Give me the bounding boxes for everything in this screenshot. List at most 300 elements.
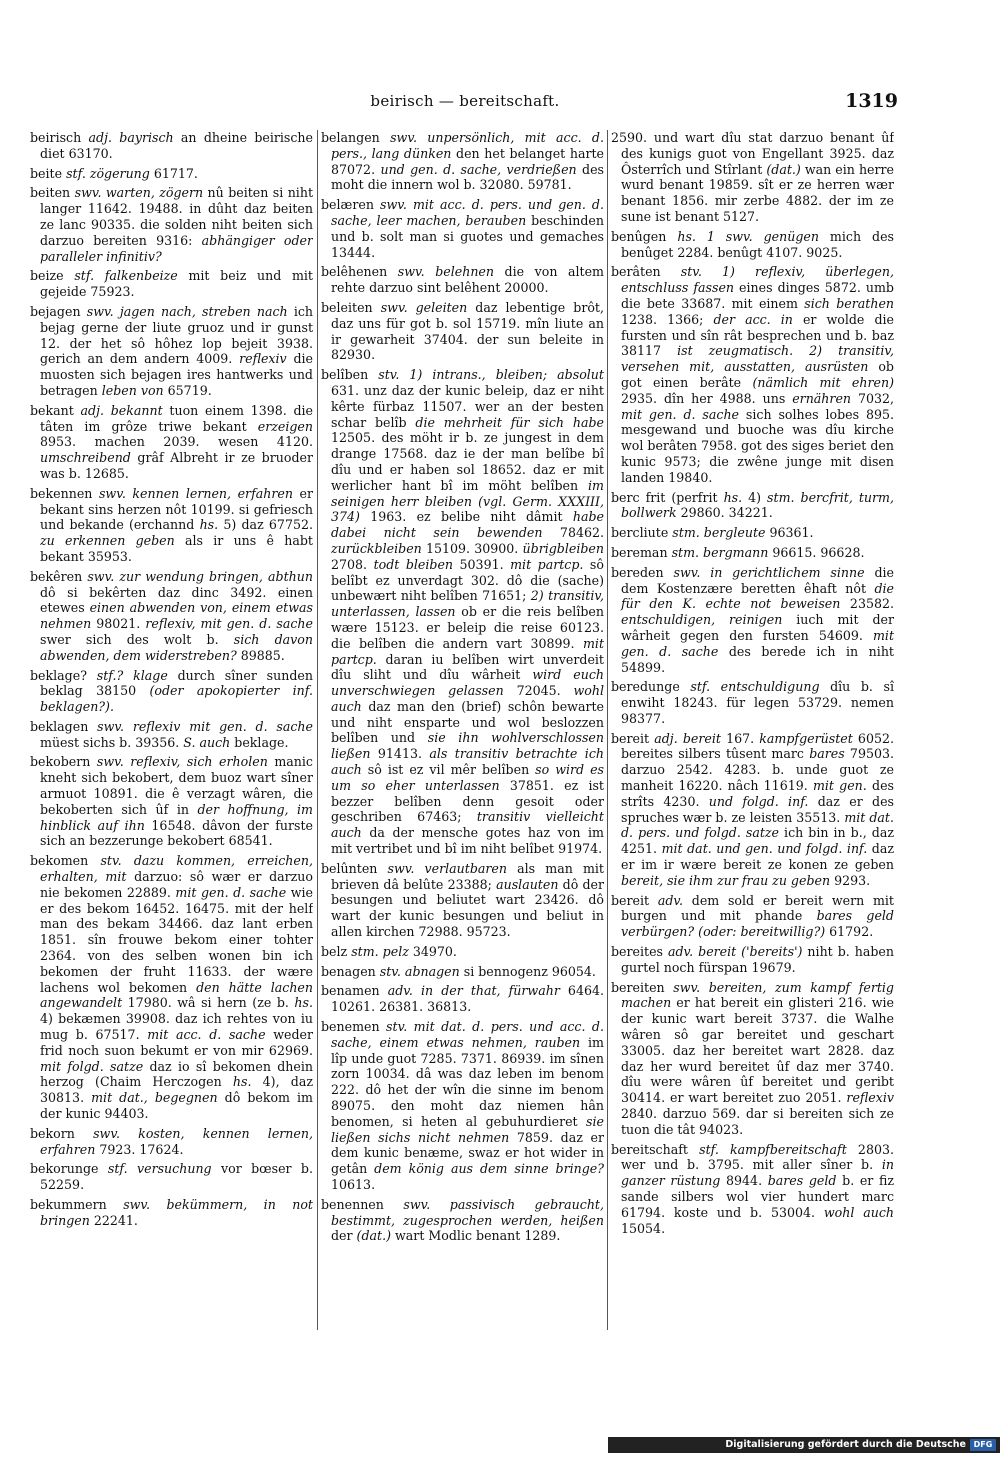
entry-gloss-italic: bares geld <box>767 1173 837 1189</box>
dictionary-entry <box>611 980 894 1138</box>
entry-text: wie er des bekom 16452. 16475. mit der helf man des bekam 34466. daz lant erben 1851. sîn frouwe bekom einer tohter 2364. von des selben wonen bin ich bekomen der fruht 11633. der wære lachens wol bekomen <box>40 884 313 995</box>
dictionary-entry <box>30 166 313 182</box>
entry-text: 96361. <box>765 525 814 541</box>
dictionary-entry <box>30 130 313 162</box>
dictionary-entry <box>611 679 894 726</box>
dictionary-entry <box>30 304 313 399</box>
entry-headword: belz <box>321 943 348 959</box>
entry-text: 8944. <box>720 1173 768 1189</box>
entry-headword: bekorunge <box>30 1161 99 1177</box>
entry-headword: belæren <box>321 197 374 213</box>
entry-gloss-italic: swv. bereiten, zum kampf fertig machen <box>621 979 894 1011</box>
entry-gloss-italic: hs. 1 swv. genügen <box>677 228 819 244</box>
entry-text: dîu b. sî enwiht 18243. für legen 53729. nemen 98377. <box>621 679 894 726</box>
entry-text: 37851. ez ist bezzer belîben denn gesoit oder geschriben 67463; <box>331 777 604 825</box>
entry-text <box>74 403 81 418</box>
entry-headword: beklage? <box>30 667 87 683</box>
entry-text <box>88 853 100 868</box>
entry-text: b. er fiz sande silbers wol vier hundert marc 61794. koste und b. 53004. <box>621 1173 894 1220</box>
column-divider <box>317 130 318 1330</box>
entry-text <box>373 300 381 315</box>
entry-text <box>88 719 97 734</box>
entry-headword: beleiten <box>321 299 373 315</box>
entry-text <box>87 668 97 683</box>
entry-text: 6464. 10261. 26381. 36813. <box>331 983 604 1015</box>
entry-gloss-italic: transitiv vielleicht auch <box>331 809 604 841</box>
dictionary-entry <box>30 853 313 1122</box>
entry-gloss-italic: adj. bereit <box>654 730 721 746</box>
entry-gloss-italic: mit gen. <box>812 778 867 794</box>
entry-gloss-italic: in ganzer rüstung <box>621 1157 894 1189</box>
dfg-logo: DFG <box>970 1439 996 1451</box>
entry-text: ich bin in b., daz 4251. <box>621 825 894 857</box>
entry-headword: berc frit <box>611 489 666 505</box>
entry-text: sich solhes lobes 895. mesgewand und buoche was dîu kirche wol berâten 7958. got des siges beriet den kunic 9573; die zwêne junge mit disen landen 19840. <box>621 406 894 485</box>
entry-text: ob er die reis belîben wære 15123. er beleip die reise 60123. die belîben die andern vart 30899. <box>331 604 604 651</box>
entry-text: 78462. <box>542 525 604 541</box>
entry-headword: berâten <box>611 264 661 280</box>
entry-text <box>64 268 75 283</box>
entry-text: 6052. bereites silbers tûsent marc <box>621 730 894 762</box>
entry-gloss-italic: todt bleiben <box>373 556 454 572</box>
page-header <box>32 92 898 116</box>
entry-text <box>387 264 398 279</box>
dictionary-entry <box>321 367 604 857</box>
entry-gloss-italic: der acc. in <box>713 311 793 327</box>
entry-headword: bekêren <box>30 568 83 584</box>
entry-text: 98021. <box>91 616 146 632</box>
entry-gloss-italic: stv. mit dat. d. pers. und acc. d. sache, einem etwas nehmen, rauben <box>331 1019 604 1050</box>
entry-text: darzuo: sô wær er darzuo nie bekomen 22889. <box>40 869 313 900</box>
entry-gloss-italic: mit partcp. <box>510 556 584 572</box>
entry-gloss-italic: zurückbleiben <box>331 540 422 556</box>
entry-text: manic kneht sich bekobert, dem buoz wart sîner armuot 10891. die ê verzagt wâren, die bekoberten sich ûf in <box>40 754 313 817</box>
dictionary-entry <box>30 1161 313 1193</box>
entry-headword: bercliute <box>611 525 669 541</box>
dictionary-entry <box>30 569 313 664</box>
dictionary-entry <box>321 1197 604 1244</box>
entry-text: 65719. <box>163 382 212 398</box>
entry-text: 61717. <box>149 165 198 181</box>
entry-gloss-italic: swv. verlautbaren <box>387 860 507 876</box>
entry-gloss-italic: adv. in der that, fürwahr <box>387 983 560 999</box>
entry-gloss-italic: adj. bekannt <box>80 402 163 418</box>
entry-text: 34970. <box>408 943 457 959</box>
entry-gloss-italic: mit dat. und gen. und folgd. inf. <box>661 841 868 857</box>
entry-text <box>666 229 677 244</box>
entry-text: sô ist ez vil mêr belîben <box>361 762 536 778</box>
entry-text: daran iu belîben wirt unverdeit dîu sliht und dîu wârheit <box>331 651 604 683</box>
entry-headword: bereiten <box>611 979 665 995</box>
dictionary-entry <box>30 486 313 565</box>
entry-gloss-italic: swv. passivisch gebraucht, bestimmt, zugesprochen werden, heißen <box>331 1196 604 1228</box>
entry-gloss-italic: ernähren <box>792 390 852 406</box>
entry-text: 72045. <box>503 683 574 699</box>
entry-gloss-italic: als transitiv betrachte ich auch <box>331 746 604 778</box>
entry-gloss-italic: swv. warten, zögern <box>74 185 204 201</box>
entry-gloss-italic: (oder apokopierter inf. beklagen?). <box>40 683 313 715</box>
entry-gloss-italic: swv. geleiten <box>380 299 468 315</box>
dictionary-entry <box>321 264 604 296</box>
entry-headword: beize <box>30 268 64 284</box>
entry-headword: beirisch <box>30 130 82 145</box>
entry-text: 7923. 17624. <box>95 1141 184 1157</box>
entry-text: 4) bekæmen 39908. daz ich rehtes von iu mug b. 67517. <box>40 1011 313 1043</box>
dictionary-entry <box>611 490 894 522</box>
entry-gloss-italic: wohl auch <box>823 1204 894 1220</box>
entry-text: 15109. 30900. <box>421 540 523 556</box>
dictionary-entry <box>30 754 313 849</box>
entry-gloss-italic: 2) transitiv, unterlassen, lassen <box>331 588 604 620</box>
entry-gloss-italic: mit partcp. <box>331 635 604 667</box>
entry-text: 23582. <box>840 596 894 612</box>
entry-text: 5) daz 67752. <box>218 517 313 533</box>
entry-headword: bekennen <box>30 485 93 501</box>
entry-headword: belîben <box>321 367 369 383</box>
entry-text: iuch mit der wârheit gegen den fursten 54609. <box>621 612 894 643</box>
entry-headword: bereman <box>611 544 668 560</box>
entry-text: er bekant sins herzen nôt 10199. si gefriesch und bekande (erchannd <box>40 485 313 533</box>
entry-text: beschinden und b. solt man si guotes und gemaches 13444. <box>331 212 604 260</box>
entry-gloss-italic: den hätte lachen angewandelt <box>40 979 313 1011</box>
entry-text: des moht die innern wol b. 32080. 59781. <box>331 161 604 193</box>
entry-text <box>99 1161 108 1176</box>
dictionary-entry <box>30 1126 313 1158</box>
entry-text <box>688 1142 699 1157</box>
entry-gloss-italic: sie ließen sichs nicht nehmen <box>331 1113 604 1145</box>
entry-text: grâf Albreht ir ze bruoder was b. 12685. <box>40 450 313 481</box>
entry-headword: benûgen <box>611 228 667 244</box>
entry-text <box>380 983 388 998</box>
entry-gloss-italic: hs. <box>294 995 313 1011</box>
entry-gloss-italic: und gen. d. sache, verdrießen <box>380 161 577 177</box>
entry-text: ich bejag gerne der liute gruoz und ir gunst 12. der het sô hôhez lop bejeit 3938. gerich an dem andern 4009. <box>40 303 313 367</box>
entry-text: des strîts 4230. <box>621 778 894 809</box>
entry-gloss-italic: wohl auch <box>331 683 604 714</box>
dictionary-entry <box>611 893 894 940</box>
entry-gloss-italic: stv. 1) intrans., bleiben; absolut <box>378 367 604 383</box>
entry-text: mit beiz und mit gejeide 75923. <box>40 268 313 300</box>
entry-gloss-italic: habe dabei nicht sein bewenden <box>331 509 604 541</box>
entry-text: daz lebentige brôt, daz uns für got b. sol 15719. mîn liute an ir gewarheit 37404. der sun beleite in 82930. <box>331 299 604 363</box>
entry-text: weder frid noch suon bekumt er von mir 62969. <box>40 1027 313 1058</box>
entry-text: 631. unz daz der kunic beleip, daz er niht kêrte fürbaz 11507. wer an der besten schar belîb <box>331 382 604 430</box>
entry-gloss-italic: swv. kosten, kennen lernen, erfahren <box>40 1125 313 1157</box>
entry-gloss-italic: erzeigen <box>257 418 313 434</box>
entry-gloss-italic: dem könig aus dem sinne bringe? <box>374 1161 604 1177</box>
entry-gloss-italic: (dat.) <box>356 1228 392 1244</box>
entry-text <box>380 130 390 145</box>
entry-text: ob got einen berâte <box>621 359 894 390</box>
entry-gloss-italic: reflexiv <box>239 351 287 367</box>
dictionary-entry <box>321 983 604 1015</box>
entry-gloss-italic: so wird es um so eher unterlassen <box>331 762 604 793</box>
entry-headword: belûnten <box>321 860 378 876</box>
entry-gloss-italic: stv. abnagen <box>379 963 460 979</box>
entry-text <box>81 130 88 145</box>
entry-gloss-italic: adj. bayrisch <box>88 130 174 145</box>
entry-gloss-italic: S. auch <box>183 734 231 750</box>
column-1 <box>30 130 313 1330</box>
entry-headword: benemen <box>321 1019 380 1035</box>
entry-headword: beiten <box>30 185 71 201</box>
entry-gloss-italic: stf. versuchung <box>107 1161 212 1177</box>
entry-text <box>75 1126 93 1141</box>
entry-text: dô si bekêrten daz dinc 3492. einen etewes <box>40 584 313 616</box>
entry-gloss-italic: stf. kampfbereitschaft <box>699 1141 847 1157</box>
entry-gloss-italic: umschreibend <box>40 450 131 466</box>
entry-text: als man mit brieven dâ belûte 23388; <box>331 860 604 892</box>
entry-text: dem sold er bereit wern mit burgen und mit phande <box>621 892 894 924</box>
entry-text: daz er des spruches wær b. ze leisten 35513. <box>621 793 894 825</box>
entry-gloss-italic: stm. pelz <box>351 943 409 959</box>
entry-text: 16548. dâvon der furste sich an bezzerunge bekobert 68541. <box>40 817 313 849</box>
entry-text: 17980. wâ si hern (ze b. <box>122 995 295 1011</box>
entry-text: 2803. wer und b. 3795. mit aller sîner b. <box>621 1141 894 1173</box>
entry-gloss-italic: stm. bergleute <box>672 525 766 541</box>
entry-headword: bekomen <box>30 853 89 869</box>
dictionary-entry <box>611 525 894 541</box>
entry-gloss-italic: auslauten <box>496 876 559 892</box>
entry-text: 9293. <box>830 872 871 888</box>
entry-gloss-italic: sich davon abwenden, dem widerstreben? <box>40 631 313 663</box>
dictionary-entry <box>611 731 894 889</box>
entry-text: wart Modlic benant 1289. <box>391 1228 561 1244</box>
entry-gloss-italic: stf.? klage <box>96 667 168 683</box>
entry-text: 79503. darzuo 2542. 4283. b. unde guot ze manheit 16220. nâch 11619. <box>621 746 894 794</box>
entry-text: 89885. <box>236 647 285 663</box>
dictionary-entry <box>321 130 604 193</box>
entry-gloss-italic: swv. kennen lernen, erfahren <box>98 485 293 501</box>
entry-gloss-italic: kampfgerüstet <box>759 730 853 746</box>
entry-gloss-italic: swv. unpersönlich, mit acc. d. pers., lang dünken <box>331 130 604 161</box>
entry-text: 7032, <box>851 390 894 406</box>
entry-gloss-italic: (dat.) <box>766 161 801 177</box>
entry-text: die von altem rehte darzuo sint belêhent 20000. <box>331 264 604 296</box>
entry-gloss-italic: swv. reflexiv, sich erholen <box>96 754 268 770</box>
entry-gloss-italic: hs. <box>723 489 743 505</box>
entry-gloss-italic: sie ihn wohlverschlossen ließen <box>331 730 604 762</box>
column-3 <box>611 130 894 1330</box>
entry-text: swer sich des wolt b. <box>40 631 234 647</box>
entry-gloss-italic: stf. entschuldigung <box>690 679 820 695</box>
entry-gloss-italic: entschuldigen, reinigen <box>621 612 783 628</box>
dictionary-entry <box>611 944 894 976</box>
entry-text: 61792. <box>825 924 874 940</box>
entry-text <box>368 367 378 382</box>
entry-gloss-italic: zu erkennen geben <box>40 533 175 549</box>
entry-text <box>377 861 387 876</box>
entry-text: der <box>331 1228 357 1244</box>
entry-headword: beklagen <box>30 718 89 734</box>
entry-text: 4), daz 30813. <box>40 1074 313 1106</box>
entry-gloss-italic: mit dat., begegnen <box>91 1090 218 1106</box>
entry-headword: belangen <box>321 130 380 145</box>
dictionary-entry <box>611 229 894 261</box>
entry-text: des berede ich in niht 54899. <box>621 643 894 675</box>
entry-gloss-italic: swv. in gerichtlichem sinne <box>673 564 865 580</box>
dictionary-entry <box>30 668 313 715</box>
dictionary-entry <box>30 185 313 264</box>
dictionary-entry <box>30 1197 313 1229</box>
dictionary-entry <box>611 545 894 561</box>
entry-text: 167. <box>720 730 760 746</box>
entry-gloss-italic: swv. jagen nach, streben nach <box>86 303 288 319</box>
entry-text: 2840. darzuo 569. dar si bereiten sich ze tuon die tât 94023. <box>621 1106 894 1137</box>
entry-text: 22241. <box>89 1212 138 1228</box>
dictionary-entry <box>30 268 313 300</box>
entry-text <box>107 1197 123 1212</box>
entry-gloss-italic: die mehrheit für sich habe <box>415 414 604 430</box>
entry-gloss-italic: stm. bergmann <box>671 544 769 560</box>
entry-text: nû beiten si niht langer 11642. 19488. in dûht daz beiten ze lanc 90335. die solden niht beiten sich darzuo bereiten 9316: <box>40 185 313 248</box>
entry-gloss-italic: der hoffnung, im hinblick auf ihn <box>40 801 313 833</box>
entry-gloss-italic: stf. falkenbeize <box>74 268 178 284</box>
entry-gloss-italic: und folgd. inf. <box>708 793 809 809</box>
entry-text: eines dinges 5872. umb die bete 33687. mit einem <box>621 280 894 311</box>
entry-text: 4) <box>742 489 768 505</box>
entry-gloss-italic: einen abwenden von, einem etwas nehmen <box>40 600 313 632</box>
entry-text <box>664 565 674 580</box>
funding-footer <box>608 1437 1000 1466</box>
entry-headword: benamen <box>321 983 380 999</box>
entry-text: 10613. <box>331 1177 376 1192</box>
entry-gloss-italic: swv. zur wendung bringen, abthun <box>87 568 313 584</box>
entry-gloss-italic: mit folgd. satze <box>40 1058 144 1074</box>
entry-headword: beite <box>30 165 63 181</box>
entry-text <box>92 486 99 501</box>
entry-text: niht b. haben gurtel noch fürspan 19679. <box>621 944 894 975</box>
entry-headword: bekorn <box>30 1125 75 1141</box>
entry-text: 15054. <box>621 1220 666 1236</box>
entry-text: 1963. ez belibe niht dâmit <box>359 509 573 525</box>
entry-text: (perfrit <box>665 489 724 505</box>
dictionary-entry <box>30 403 313 482</box>
dictionary-entry <box>30 719 313 751</box>
entry-text: tuon einem 1398. die tâten im grôze triwe bekant <box>40 402 313 434</box>
dictionary-entry <box>611 565 894 676</box>
entry-text: daz er im ir wære bereit ze konen ze geben <box>621 841 894 873</box>
entry-text: daz io sî bekomen dhein herzog (Chaim Herczogen <box>40 1058 313 1090</box>
dictionary-entry <box>321 944 604 960</box>
entry-text: die dem Kostenzære beretten êhaft nôt <box>621 564 894 596</box>
entry-text: daz man den (brief) schôn bewarte und niht ensparte und wol beslozzen belîben und <box>331 698 604 746</box>
entry-headword: benennen <box>321 1196 384 1212</box>
entry-gloss-italic: adv. bereit ('bereits') <box>667 944 803 960</box>
entry-gloss-italic: im seinigen herr bleiben (vgl. Germ. XXXIII, 374) <box>331 477 604 525</box>
column-divider <box>607 130 608 1330</box>
column-2 <box>321 130 604 1330</box>
entry-text: er hat bereit ein glisteri 216. wie der kunic wart bereit 3737. die Walhe wâren sô gar bereitet und geschart 33005. daz her bereitet wart 2828. daz daz her wurd bereitet ûf daz mer 3740. dîu were wâren ûf bereitet und geribt 30414. er wart bereitet zuo 2051. <box>621 995 894 1106</box>
entry-gloss-italic: stf. zögerung <box>66 165 150 181</box>
entry-gloss-italic: adv. <box>657 892 684 908</box>
entry-headword: bejagen <box>30 303 81 319</box>
entry-text: den het belanget harte 87072. <box>331 145 604 177</box>
entry-text: an dheine beirische diet 63170. <box>40 130 313 161</box>
entry-headword: bereitschaft <box>611 1141 688 1157</box>
entry-gloss-italic: stv. 1) reflexiv, überlegen, entschluss fassen <box>621 264 894 296</box>
entry-text: 1238. 1366; <box>621 311 714 327</box>
entry-headword: bekant <box>30 402 74 418</box>
entry-text <box>661 264 681 279</box>
entry-gloss-italic: die für den K. echte not beweisen <box>621 580 894 612</box>
entry-headword: beredunge <box>611 679 680 695</box>
entry-text: sô belîbt ez unverdagt 302. dô die (sache) unbewært niht belîben 71651; <box>331 556 604 604</box>
entry-text <box>665 980 674 995</box>
entry-headword: bereit <box>611 892 650 908</box>
entry-gloss-italic: leben von <box>101 382 164 398</box>
entry-text <box>384 1197 404 1212</box>
dictionary-entry <box>611 264 894 485</box>
entry-text: mich des benûget 2284. benûgt 4107. 9025. <box>621 228 894 260</box>
entry-text: da der mensche gotes haz von im mit vertribet und bî im niht belîbet 91974. <box>331 825 604 857</box>
entry-gloss-italic: mit acc. d. sache <box>147 1027 266 1043</box>
entry-headword: bekummern <box>30 1197 107 1212</box>
entry-text: 96615. 96628. <box>768 544 865 560</box>
dictionary-entry <box>321 197 604 260</box>
entry-gloss-italic: bereit, sie ihm zur frau zu geben <box>621 872 831 888</box>
entry-text: 8953. machen 2039. wesen 4120. <box>40 434 313 450</box>
dictionary-entry <box>321 300 604 363</box>
footer-text: Digitalisierung gefördert durch die Deutsche Forschungsgemeinschaft - <box>725 1439 966 1466</box>
entry-text: dô der besungen und beliutet wart 23426. dô wart der kunic besungen und beliut in allen kirchen 72988. 95723. <box>331 876 604 940</box>
entry-headword: belêhenen <box>321 264 388 280</box>
entry-text: vor bœser b. 52259. <box>40 1161 313 1193</box>
entry-text: 29860. 34221. <box>676 505 773 521</box>
entry-gloss-italic: sich berathen <box>804 295 894 311</box>
entry-headword: benagen <box>321 963 376 979</box>
entry-gloss-italic: hs. <box>199 517 219 533</box>
entry-gloss-italic: ist zeugmatisch. 2) transitiv, versehen mit, ausstatten, ausrüsten <box>621 343 894 375</box>
entry-gloss-italic: bares geld verbürgen? (oder: bereitwillig?) <box>621 908 894 940</box>
entry-gloss-italic: stm. bercfrit, turm, bollwerk <box>621 489 894 521</box>
page-number: 1319 <box>845 90 898 112</box>
entry-text: wan ein herre wurd benant 19859. sît er ze herren wær benant 1856. mir zerbe 4882. der im ze sune ist benant 5127. <box>621 161 894 224</box>
running-title: beirisch — bereitschaft. <box>370 92 560 110</box>
entry-headword: bereites <box>611 944 663 960</box>
entry-gloss-italic: hs. <box>232 1074 252 1090</box>
entry-gloss-italic: übrigbleiben <box>522 540 604 556</box>
entry-text: er wolde die fursten und sîn rât besprechen und b. baz 38117 <box>621 311 894 359</box>
entry-gloss-italic: swv. mit acc. d. pers. und gen. d. sache, leer machen, berauben <box>331 197 604 228</box>
entry-headword: bereden <box>611 564 664 580</box>
entry-text: im lîp unde guot 7285. 7371. 86939. im sînen zorn 10034. dâ was daz leben im benom 222. dô het der wîn die sinne im benom 89075. den moht daz niemen hân benomen, si heten al gebuhurdieret <box>331 1034 604 1129</box>
entry-headword: bekobern <box>30 754 91 770</box>
entry-text: 2590. und wart dîu stat darzuo benant ûf des kunigs guot von Engellant 3925. daz Ôsterrîch und Stîrlant <box>611 130 894 177</box>
entry-gloss-italic: mit gen. d. sache <box>621 406 740 422</box>
entry-text: si bennogenz 96054. <box>459 963 596 979</box>
entry-text: 12505. des möht ir b. ze jungest in dem drange 17568. daz ie der man belîbe bî dîu und er haben sol 18652. daz er mit werlicher hant bî im möht belîben <box>331 430 604 493</box>
entry-text: 50391. <box>453 556 511 572</box>
entry-text: beklage. <box>230 734 289 750</box>
entry-gloss-italic: swv. bekümmern, in not bringen <box>40 1197 313 1228</box>
entry-headword: bereit <box>611 730 650 746</box>
entry-gloss-italic: abhängiger oder paralleler infinitiv? <box>40 232 313 264</box>
entry-gloss-italic: mit gen. d. sache <box>175 884 287 900</box>
entry-gloss-italic: (nämlich mit ehren) <box>752 374 894 390</box>
entry-text: 91413. <box>370 746 430 762</box>
entry-text: 2935. dîn her 4988. uns <box>621 390 793 406</box>
entry-gloss-italic: mit dat. d. pers. und folgd. satze <box>621 809 894 841</box>
dictionary-entry <box>321 964 604 980</box>
entry-text: müest sichs b. 39356. <box>40 734 184 750</box>
entry-gloss-italic: mit gen. d. sache <box>621 627 894 659</box>
entry-gloss-italic: wird euch unverschwiegen gelassen <box>331 667 604 699</box>
dictionary-entry <box>321 1019 604 1193</box>
entry-text: 7859. daz er dem kunic benæme, swaz er hot wider in getân <box>331 1129 604 1177</box>
entry-text: als ir uns ê habt bekant 35953. <box>40 533 313 564</box>
entry-gloss-italic: swv. reflexiv mit gen. d. sache <box>97 718 313 734</box>
